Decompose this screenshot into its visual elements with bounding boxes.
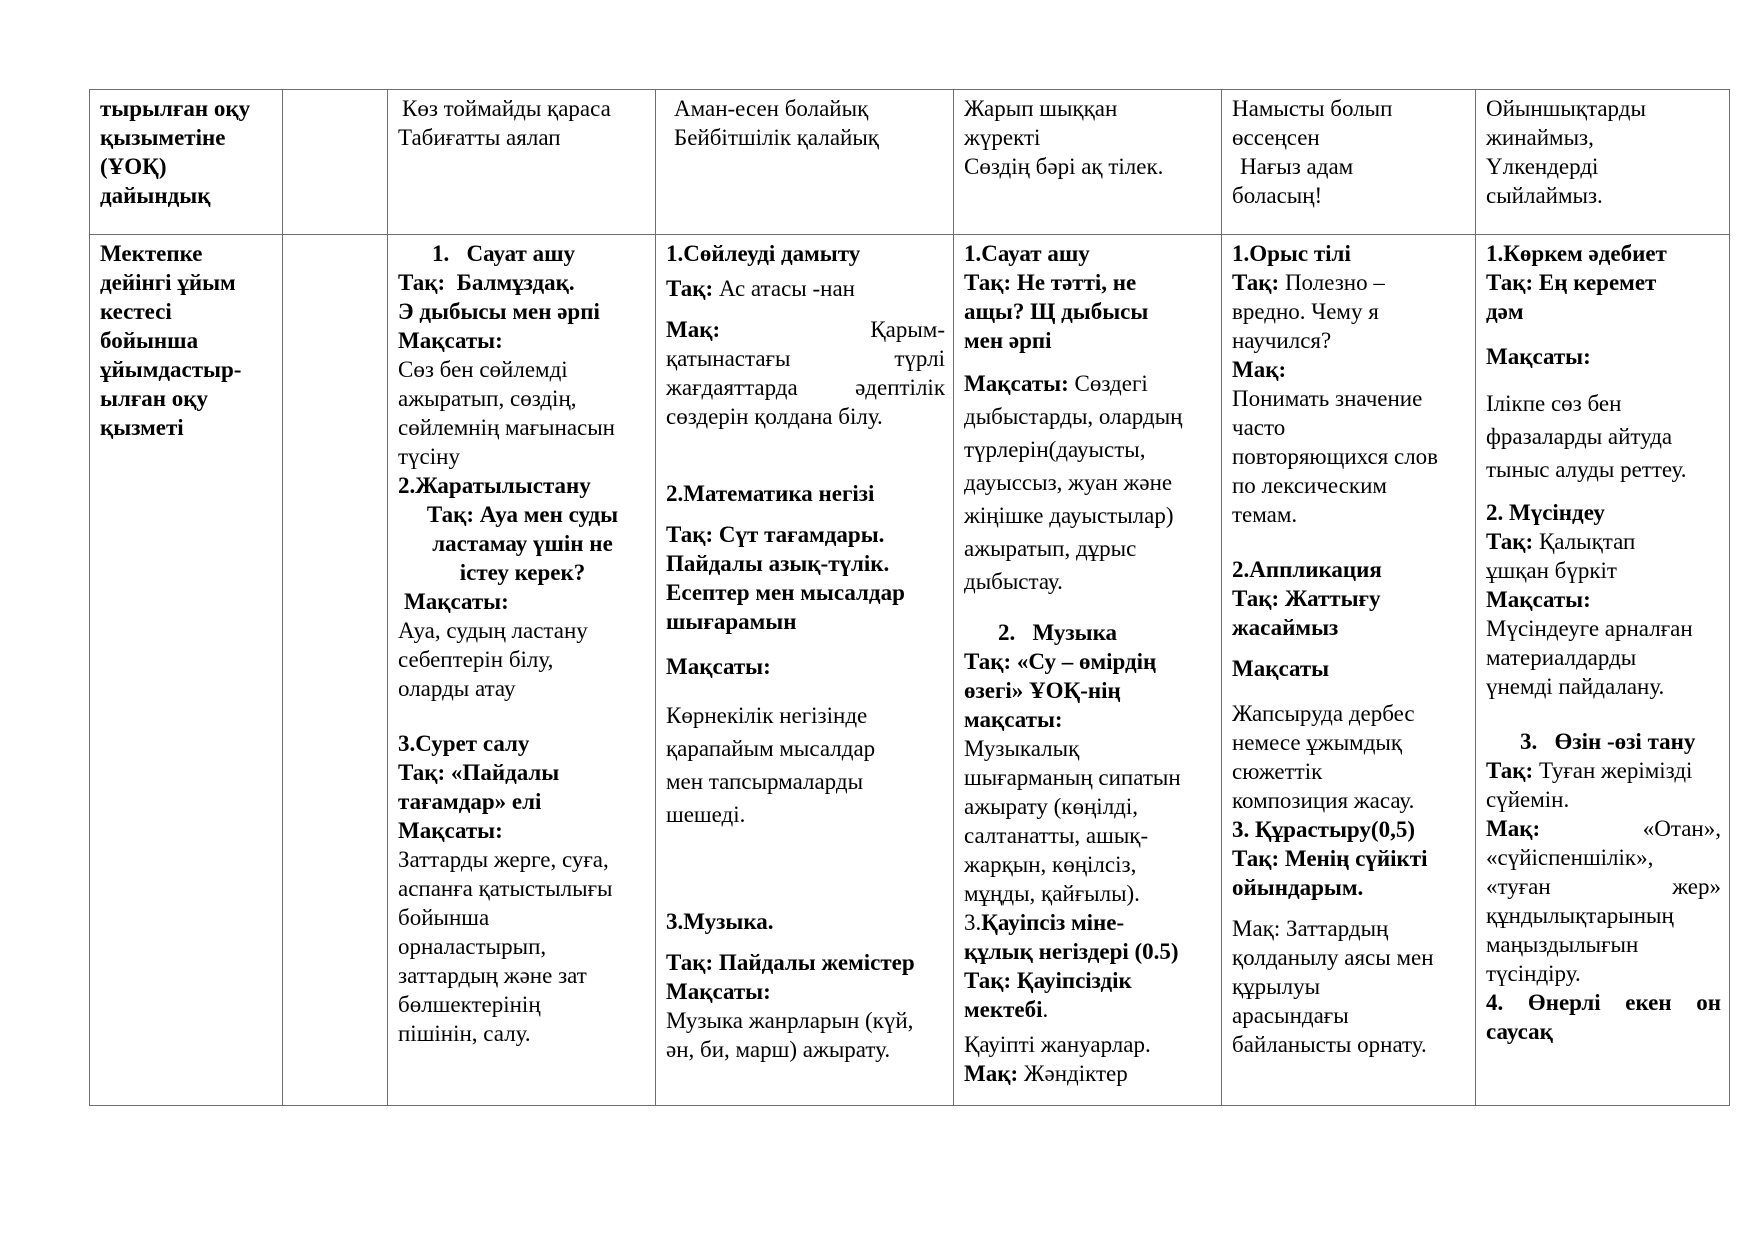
goal-line: фразаларды айтуда [1486,424,1673,449]
topic-label: Тақ: [1486,529,1534,554]
goal-text: «Отан», [1642,816,1721,841]
subject-name: Қауіпсіз міне- [981,910,1125,935]
goal-line: темам. [1232,502,1298,527]
goal-line: мұңды, қайғылы). [964,881,1140,906]
goal-line: материалдарды [1486,645,1637,670]
goal-text: Қарым- [870,317,945,342]
topic-line: ащы? Щ дыбысы [964,299,1149,324]
subject-title: 2.Жаратылыстану [398,473,591,498]
goal-line: үнемді пайдалану. [1486,674,1665,699]
goal-line: Сөз бен сөйлемді [398,357,568,382]
topic-line: Тақ: Не тәтті, не [964,270,1137,295]
topic-line: дәм [1486,299,1524,324]
goal-label: Мақсаты: [404,589,509,614]
goal-line: мен тапсырмаларды [666,769,864,794]
topic-line: мақсаты: [964,707,1063,732]
subject-title: 2.Математика негізі [666,481,875,506]
goal-line: бойынша [398,905,490,930]
topic-label: Тақ: [1232,270,1280,295]
goal-line: оларды атау [398,676,516,701]
subject-title: құлық негіздері (0.5) [964,939,1179,964]
goal-label: Мақсаты [1232,656,1330,681]
goal-line: тыныс алуды реттеу. [1486,457,1687,482]
goal-line: аспанға қатыстылығы [398,876,613,901]
goal-line: шығарманың сипатын [964,765,1181,790]
topic-line: шығарамын [666,609,797,634]
thursday-motto [1222,90,1476,235]
goal-line: сөздерін қолдана білу. [666,404,883,429]
subject-word: 4. [1486,990,1504,1015]
tuesday-activities [656,235,954,1106]
motto-line: Үлкендерді [1486,154,1599,179]
row-label-activities [90,235,283,1106]
goal-line [1486,814,1721,843]
goal-line: түрлерін(дауысты, [964,437,1146,462]
row-label-preparation [90,90,283,235]
goal-word: жағдаяттарда [666,375,798,400]
topic-line: істеу керек? [459,560,586,585]
subject-title: 1.Сауат ашу [964,241,1090,266]
goal-line: дауыссыз, жуан және [964,470,1173,495]
goal-line: жарқын, көңілсіз, [964,852,1137,877]
goal-label: Мақ: [1232,357,1287,382]
topic-line: Тақ: Қауіпсіздік [964,968,1132,993]
subject-title: 1.Сөйлеуді дамыту [666,241,861,266]
goal-line: құндылықтарының [1486,903,1674,928]
goal-line: байланысты орнату. [1232,1032,1427,1057]
subject-title [964,908,1213,937]
tuesday-motto [656,90,954,235]
label-line: Мектепке [100,241,203,266]
label-line: қызметі [100,415,184,440]
goal-text: Сөздегі [1074,371,1148,396]
motto-line: жинаймыз, [1486,125,1594,150]
goal-line: Ілікпе сөз бен [1486,391,1622,416]
topic-line: Есептер мен мысалдар [666,580,905,605]
topic-line: ойындарым. [1232,875,1364,900]
topic-text: Туған жерімізді [1538,758,1693,783]
goal-line: ажыратып, дұрыс [964,536,1137,561]
subject-title: 3. Құрастыру(0,5) [1232,817,1415,842]
label-line: қызыметіне [100,125,226,150]
topic-text: мектебі [964,997,1043,1022]
goal-line: қарапайым мысалдар [666,736,876,761]
goal-line: Жапсыруда дербес [1232,701,1415,726]
goal-label: Мақсаты: [666,654,771,679]
subject-title: саусақ [1486,1019,1553,1044]
motto-line: Бейбітшілік қалайық [674,125,879,150]
goal-line: дыбыстау. [964,569,1063,594]
goal-line: немесе ұжымдық [1232,730,1403,755]
goal-line: шешеді. [666,802,746,827]
topic-line [1232,268,1467,297]
goal-label: Мақ: [1486,816,1541,841]
topic-line: ластамау үшін не [432,531,613,556]
goal-line: Мақ: Заттардың [1232,916,1389,941]
subject-title: 3.Сурет салу [398,731,530,756]
topic-line: Тақ: Менің сүйікті [1232,846,1428,871]
topic-line: Тақ: Ең керемет [1486,270,1657,295]
thursday-activities [1222,235,1476,1106]
topic-line: Тақ: Балмұздақ. [398,270,575,295]
topic-line: Тақ: «Су – өмірдің [964,649,1157,674]
motto-line: Намысты болып [1232,96,1393,121]
topic-line: научился? [1232,328,1332,353]
goal-word: қатынастағы [666,346,791,371]
motto-line: Табиғатты аялап [398,125,561,150]
label-line: ұйымдастыр- [100,357,242,382]
goal-line: ән, би, марш) ажырату. [666,1037,891,1062]
topic-line [964,995,1213,1024]
topic-line: тағамдар» елі [398,789,542,814]
goal-word: жер» [1672,874,1721,899]
subject-title: 1.Көркем әдебиет [1486,241,1667,266]
subject-word: екен [1625,990,1672,1015]
topic-line [666,274,945,303]
topic-line: Тақ: Пайдалы жемістер [666,950,915,975]
topic-line: Тақ: Сүт тағамдары. [666,522,885,547]
goal-line: Мүсіндеуге арналған [1486,616,1693,641]
topic-line: жасаймыз [1232,615,1339,640]
goal-line: түсіну [398,444,460,469]
goal-line: ажырату (көңілді, [964,794,1139,819]
goal-line: сөйлемнің мағынасын [398,415,615,440]
goal-line: Музыка жанрларын (күй, [666,1008,914,1033]
goal-word: түрлі [894,346,945,371]
goal-line: пішінін, салу. [398,1021,531,1046]
goal-line: ажыратып, сөздің, [398,386,577,411]
subject-title: 2.Аппликация [1232,557,1382,582]
subject-title [1486,988,1721,1017]
empty-cell [283,235,388,1106]
goal-label: Мақсаты: [398,818,503,843]
topic-text: Ас атасы -нан [718,276,855,301]
label-line: (ҰОҚ) [100,154,167,179]
topic-line: Тақ: Жаттығу [1232,586,1381,611]
goal-line: Заттарды жерге, суға, [398,847,609,872]
topic-line: өзегі» ҰОҚ-нің [964,678,1121,703]
topic-label: Тақ: [666,276,714,301]
goal-label: Мақсаты: [964,371,1069,396]
motto-line: боласың! [1232,183,1323,208]
wednesday-activities [954,235,1222,1106]
label-line: бойынша [100,328,199,353]
goal-label: Мақсаты: [1486,344,1591,369]
goal-line: заттардың және зат [398,963,587,988]
topic-end: . [1042,997,1049,1022]
monday-activities [388,235,656,1106]
activities-row [90,235,1730,1106]
label-line: кестесі [100,299,172,324]
goal-label: Мақсаты: [1486,587,1591,612]
goal-line: құрылуы [1232,974,1321,999]
monday-motto [388,90,656,235]
topic-line: мен әрпі [964,328,1052,353]
topic-label: Тақ: [1486,758,1534,783]
goal-line: Понимать значение [1232,386,1423,411]
goal-line: часто [1232,415,1286,440]
subject-title: 1. Сауат ашу [432,241,576,266]
topic-line: Тақ: «Пайдалы [398,760,560,785]
friday-motto [1476,90,1730,235]
goal-line [1486,872,1721,901]
topic-line [1486,756,1721,785]
goal-line: бөлшектерінің [398,992,541,1017]
topic-line: Э дыбысы мен әрпі [398,299,600,324]
subject-word: Өнерлі [1527,990,1601,1015]
goal-label: Мақ: [964,1061,1019,1086]
goal-line [964,1059,1213,1088]
goal-line: дыбыстарды, олардың [964,404,1183,429]
label-line: тырылған оқу [100,96,251,121]
subject-number: 3. [964,910,982,935]
wednesday-motto [954,90,1222,235]
lesson-plan-table [89,89,1730,1106]
topic-text: Қалықтап [1538,529,1636,554]
header-row [90,90,1730,235]
goal-line [666,315,945,344]
topic-line: сүйемін. [1486,787,1570,812]
goal-line: Музыкалық [964,736,1080,761]
goal-label: Мақ: [666,317,721,342]
topic-line: Пайдалы азық-түлік. [666,551,890,576]
motto-line: Көз тоймайды қараса [402,96,611,121]
subject-title: 1.Орыс тілі [1232,241,1351,266]
goal-line: Көрнекілік негізінде [666,703,868,728]
goal-line: жіңішке дауыстылар) [964,503,1174,528]
subject-title: 2. Мүсіндеу [1486,500,1605,525]
goal-label: Мақсаты: [398,328,503,353]
friday-activities [1476,235,1730,1106]
goal-line: композиция жасау. [1232,788,1415,813]
goal-line: орналастырып, [398,934,547,959]
label-line: дайындық [100,183,211,208]
subject-title: 3.Музыка. [666,909,774,934]
goal-line: «сүйіспеншілік», [1486,845,1654,870]
goal-line [964,367,1213,400]
motto-line: жүректі [964,125,1041,150]
motto-line: Жарып шыққан [964,96,1118,121]
goal-line [666,373,945,402]
empty-cell [283,90,388,235]
goal-line: Ауа, судың ластану [398,618,588,643]
goal-label: Мақсаты: [666,979,771,1004]
motto-line: Аман-есен болайық [674,96,869,121]
topic-line: Тақ: Ауа мен суды [426,502,619,527]
motto-line: сыйлаймыз. [1486,183,1603,208]
motto-line: Нағыз адам [1240,154,1354,179]
motto-line: өссеңсен [1232,125,1320,150]
subject-title: 2. Музыка [998,620,1118,645]
label-line: дейінгі ұйым [100,270,236,295]
goal-line: маңыздылығын [1486,932,1639,957]
goal-line: повторяющихся слов [1232,444,1439,469]
goal-line [666,344,945,373]
goal-line: салтанатты, ашық- [964,823,1149,848]
topic-detail: Қауіпті жануарлар. [964,1032,1151,1057]
goal-text: Жәндіктер [1023,1061,1128,1086]
motto-line: Ойыншықтарды [1486,96,1646,121]
topic-text: Полезно – [1284,270,1385,295]
goal-line: түсіндіру. [1486,961,1581,986]
goal-line: сюжеттік [1232,759,1323,784]
subject-title: 3. Өзін -өзі тану [1520,729,1696,754]
goal-line: себептерін білу, [398,647,554,672]
motto-line: Сөздің бәрі ақ тілек. [964,154,1164,179]
label-line: ылған оқу [100,386,209,411]
subject-word: он [1696,990,1721,1015]
goal-line: по лексическим [1232,473,1387,498]
topic-line: вредно. Чему я [1232,299,1379,324]
goal-line: қолданылу аясы мен [1232,945,1434,970]
goal-word: «туған [1486,874,1551,899]
topic-line [1486,527,1721,556]
goal-line: арасындағы [1232,1003,1349,1028]
topic-line: ұшқан бүркіт [1486,558,1617,583]
goal-word: әдептілік [855,375,945,400]
